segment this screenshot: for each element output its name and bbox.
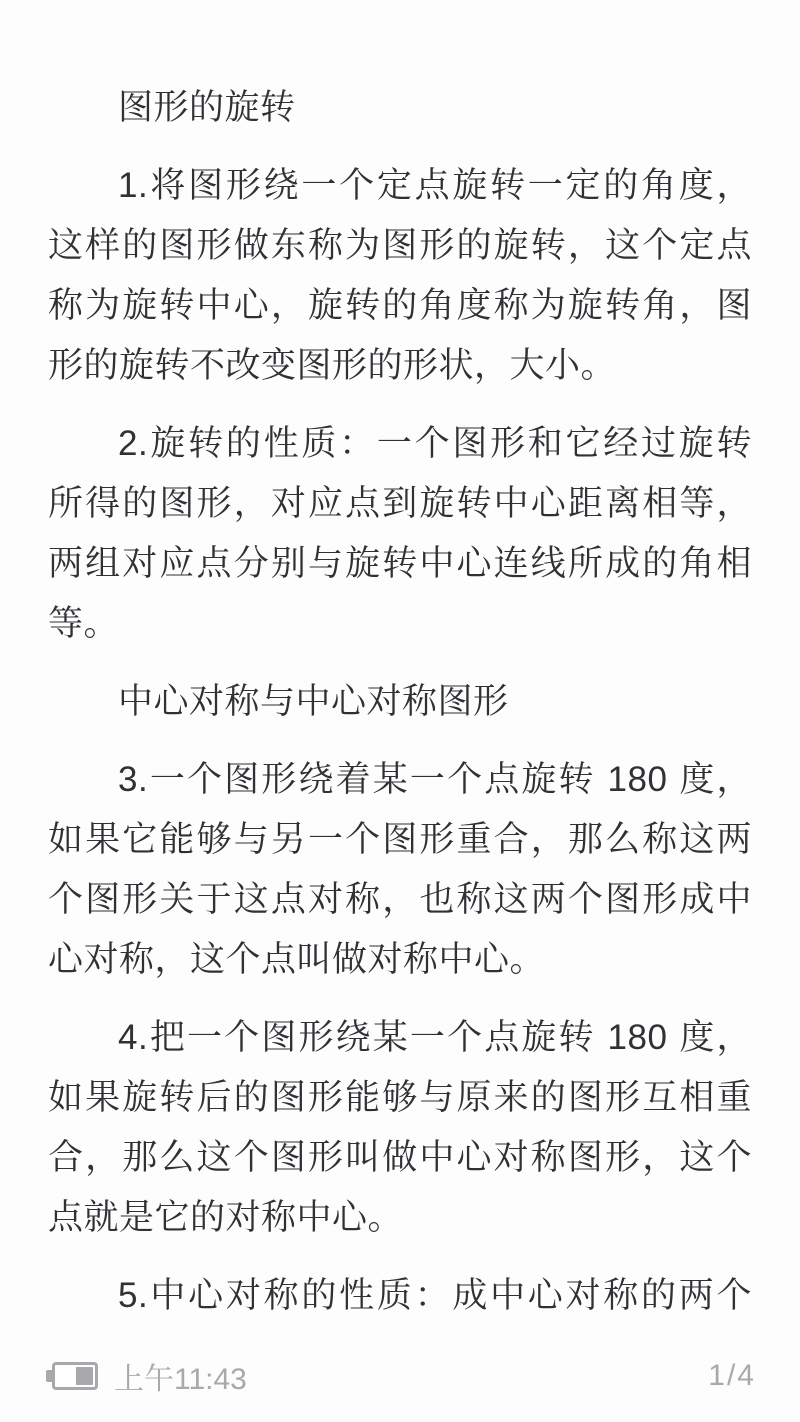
paragraph-line: 所得的图形，对应点到旋转中心距离相等，	[48, 484, 752, 523]
paragraph-line: 2.旋转的性质：一个图形和它经过旋转	[118, 424, 752, 463]
section-title: 中心对称与中心对称图形	[118, 682, 509, 721]
clock-time: 上午11:43	[114, 1363, 247, 1396]
paragraph-line: 5.中心对称的性质：成中心对称的两个	[118, 1276, 752, 1315]
battery-fill	[76, 1367, 93, 1385]
paragraph-line: 1.将图形绕一个定点旋转一定的角度，	[118, 166, 752, 205]
status-bar	[0, 1352, 800, 1400]
paragraph-line: 个图形关于这点对称，也称这两个图形成中	[48, 880, 752, 919]
battery-icon	[52, 1362, 98, 1390]
paragraph-line: 4.把一个图形绕某一个点旋转 180 度，	[118, 1018, 752, 1057]
paragraph-line: 这样的图形做东称为图形的旋转，这个定点	[48, 226, 752, 265]
section-title: 图形的旋转	[118, 88, 296, 127]
paragraph-line: 形的旋转不改变图形的形状，大小。	[48, 346, 617, 385]
paragraph-line: 如果它能够与另一个图形重合，那么称这两	[48, 820, 752, 859]
paragraph-line: 如果旋转后的图形能够与原来的图形互相重	[48, 1078, 752, 1117]
paragraph-line: 3.一个图形绕着某一个点旋转 180 度，	[118, 760, 752, 799]
paragraph-line: 心对称，这个点叫做对称中心。	[48, 940, 546, 979]
paragraph-line: 等。	[48, 604, 120, 643]
paragraph-line: 称为旋转中心，旋转的角度称为旋转角，图	[48, 286, 752, 325]
paragraph-line: 点就是它的对称中心。	[48, 1198, 404, 1237]
page-indicator: 1/4	[708, 1359, 756, 1392]
battery-nub	[46, 1370, 52, 1382]
paragraph-line: 两组对应点分别与旋转中心连线所成的角相	[48, 544, 752, 583]
paragraph-line: 合，那么这个图形叫做中心对称图形，这个	[48, 1138, 752, 1177]
status-bar-left	[44, 1354, 247, 1398]
